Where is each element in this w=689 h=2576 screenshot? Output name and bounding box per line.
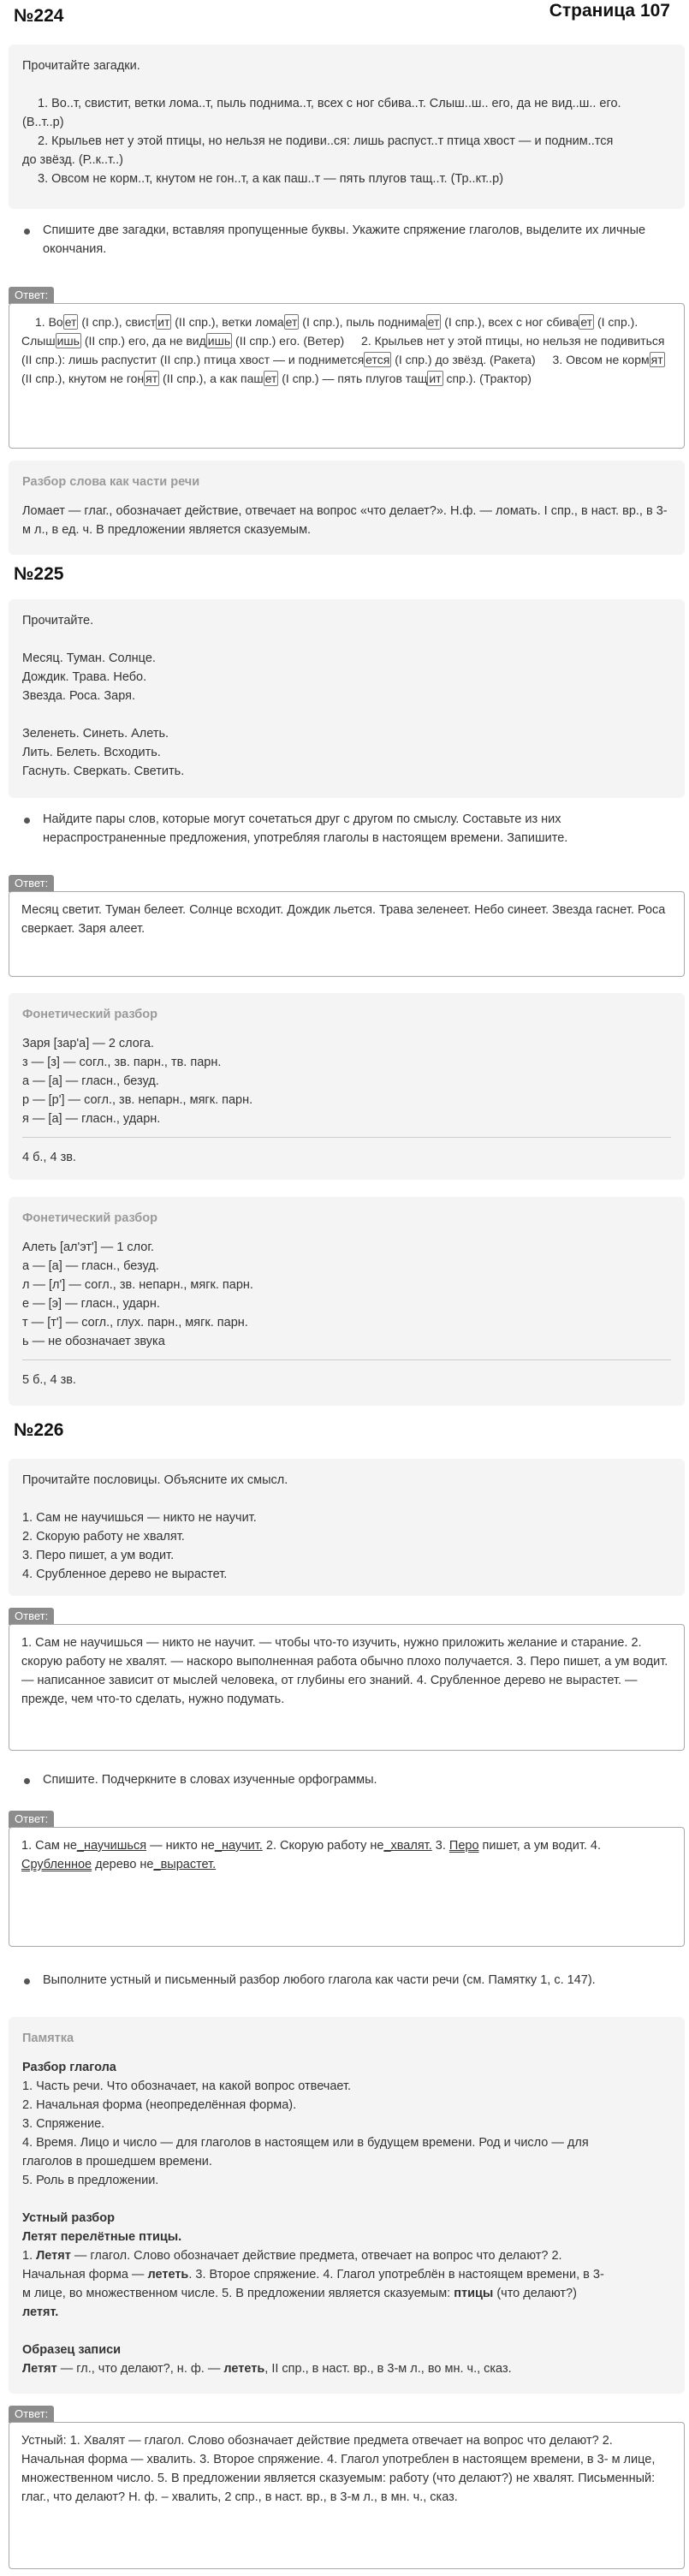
answer-box (9, 891, 685, 977)
text-line (21, 315, 597, 329)
text-line (266, 1839, 432, 1853)
task-224-title: №224 (14, 6, 64, 26)
proverb: 4. Срубленное дерево не вырастет. (22, 1568, 228, 1581)
orthogram-mark: Срубленное (21, 1858, 92, 1871)
text-segment: 1. Часть речи. Что обозначает, на какой вопрос отвечает. (22, 2079, 352, 2093)
text-line (21, 1839, 263, 1853)
orthogram-mark: _научит. (214, 1839, 263, 1853)
ending-mark: ишь (56, 334, 80, 348)
ending-mark: ется (365, 353, 390, 366)
read-prompt: Прочитайте. (22, 614, 94, 628)
text-segment: (II спр.), кнутом не гон (21, 372, 145, 385)
divider (22, 1137, 671, 1138)
riddles-card (9, 45, 685, 209)
text-segment: пишет, а ум водит. (478, 1839, 587, 1853)
word-analysis-card (9, 461, 685, 555)
text-segment: ь — не обозначает звука (22, 1335, 165, 1348)
oral-title: Устный разбор (22, 2211, 115, 2225)
task-instruction (9, 221, 685, 259)
answer-label: Ответ: (9, 2406, 54, 2423)
text-segment: з — [з] — согл., зв. парн., тв. парн. (22, 1056, 222, 1069)
text-segment: 1. Сам не (21, 1839, 77, 1853)
text-segment: м лице, множественном число. 5. В предложении является сказуемым: работу (что делают?) не (21, 2453, 656, 2485)
text-segment: (I спр.), свист (78, 315, 157, 329)
text-segment: 1. Сам не научишься — никто не научит. — чтобы что-то изучить, нужно приложить желание и (21, 1636, 568, 1650)
text-segment: — гл., что делают?, н. ф. — (56, 2362, 224, 2376)
read-prompt: Прочитайте загадки. (22, 59, 140, 73)
phonetic-total: 4 б., 4 зв. (22, 1151, 76, 1164)
answer-label: Ответ: (9, 1811, 54, 1828)
page-number: Страница 107 (549, 1, 670, 21)
text-segment: . 3. Второе спряжение. 4. Глагол употреблён в настоящем времени, в 3- (188, 2268, 604, 2282)
text-segment: р — [р'] — согл., зв. непарн., мягк. парн. (22, 1093, 253, 1107)
section-heading: Разбор слова как части речи (22, 475, 200, 489)
text-segment: 3. Спряжение. (22, 2117, 105, 2131)
orthogram-mark: _вырастет. (153, 1858, 217, 1871)
text-segment: т — [т'] — согл., глух. парн., мягк. парн. (22, 1316, 248, 1330)
text-segment: хвалят. (532, 2472, 575, 2485)
text-segment: (II спр.) его. (Ветер) (232, 334, 345, 348)
text-segment: 2. Начальная форма (неопределённая форма). (22, 2098, 297, 2112)
text-segment: е — [э] — гласн., ударн. (22, 1297, 160, 1311)
task-225-title: №225 (14, 564, 64, 584)
text-segment: Летят (36, 2249, 71, 2263)
task-instruction (9, 810, 685, 848)
orthogram-mark: _научишься (76, 1839, 147, 1853)
read-prompt: Прочитайте пословицы. Объясните их смысл. (22, 1473, 288, 1487)
word-row: Гаснуть. Сверкать. Светить. (22, 764, 185, 778)
orthogram-mark: Перо (448, 1839, 479, 1853)
riddle-line: 2. Крыльев нет у этой птицы, но нельзя не подиви..ся: лишь распуст..т птица хвост — и подним..тся (38, 134, 614, 148)
text-segment: Заря [зар'а] — 2 слога. (22, 1037, 154, 1050)
text-segment: Летят (22, 2362, 57, 2376)
text-segment: л — [л'] — согл., зв. непарн., мягк. парн. (22, 1278, 253, 1292)
ending-mark: ят (650, 353, 663, 366)
ending-mark: ет (264, 372, 277, 385)
answer-box (9, 2422, 685, 2569)
analysis-text: Ломает — глаг., обозначает действие, отвечает на вопрос «что делает?». Н.ф. — ломать. I спр., в наст. вр., в 3-м л., в ед. ч. В предложении является сказуемым. (22, 504, 668, 537)
text-segment: 4. Время. Лицо и число — для глаголов в настоящем или в будущем времени. Род и число — для (22, 2136, 589, 2150)
answer-label: Ответ: (9, 287, 54, 304)
task-text: Спишите. Подчеркните в словах изученные орфограммы. (43, 1773, 377, 1787)
text-line (22, 2359, 671, 2378)
text-line (22, 2246, 671, 2265)
text-segment: Алеть [ал'эт'] — 1 слог. (22, 1240, 154, 1254)
oral-sentence: Летят перелётные птицы. (22, 2230, 182, 2244)
text-segment: Начальная форма — (22, 2268, 148, 2282)
text-segment: дерево не (92, 1858, 154, 1871)
proverb: 1. Сам не научишься — никто не научит. (22, 1511, 257, 1525)
text-segment: 3. Перо пишет, а ум водит. — написанное зависит от мыслей человека, от глубины его знаний. (21, 1655, 668, 1687)
ending-mark: ет (580, 315, 593, 329)
text-segment: (II спр.), ветки лома (171, 315, 284, 329)
text-segment: птицы (454, 2287, 494, 2300)
text-segment: старание. (571, 1636, 628, 1650)
answer-line: спр.). (Трактор) (446, 372, 532, 385)
word-row: Лить. Белеть. Всходить. (22, 746, 161, 759)
text-line (22, 2265, 671, 2284)
orthogram-mark: _хвалят. (383, 1839, 432, 1853)
text-segment: Письменный: глаг., что делают? Н. ф. – хвалить, 2 спр., в наст. вр., в 3-м л., в мн. ч., сказ. (21, 2472, 656, 2504)
ending-mark: ет (285, 315, 298, 329)
text-segment: 1. Во (35, 315, 63, 329)
text-segment: Начальная форма — хвалить. 3. Второе спряжение. 4. Глагол употреблен в настоящем времени, в 3- (21, 2453, 609, 2466)
section-heading: Фонетический разбор (22, 1008, 157, 1021)
text-segment: (I спр.) — пять плугов тащ (278, 372, 428, 385)
word-row: Звезда. Роса. Заря. (22, 689, 136, 703)
ending-mark: ишь (207, 334, 231, 348)
riddle-line: 3. Овсом не корм..т, кнутом не гон..т, а как паш..т — пять плугов тащ..т. (Тр..кт..р) (38, 172, 504, 186)
word-row: Зеленеть. Синеть. Алеть. (22, 727, 169, 741)
text-segment: 2. скорую работу не хвалят. — наскоро выполненная работа обычно плохо получается. (21, 1636, 642, 1669)
phonetic-card-1 (9, 993, 685, 1180)
text-segment: я — [а] — гласн., ударн. (22, 1112, 161, 1126)
text-segment: 1. (22, 2249, 37, 2263)
section-heading: Памятка (22, 2032, 74, 2045)
phonetic-card-2 (9, 1197, 685, 1406)
text-segment: 4. (590, 1839, 602, 1853)
text-segment: а — [а] — гласн., безуд. (22, 1259, 159, 1273)
text-segment: — глагол. Слово обозначает действие предмета, отвечает на вопрос что делают? 2. (70, 2249, 562, 2263)
answer-label: Ответ: (9, 1608, 54, 1625)
answer-box (9, 303, 685, 449)
ending-mark: ет (427, 315, 440, 329)
section-heading: Фонетический разбор (22, 1211, 157, 1225)
text-segment: лететь (223, 2362, 265, 2376)
task-instruction (9, 1770, 685, 1789)
text-segment: 2. Скорую работу не (265, 1839, 384, 1853)
ending-mark: ит (429, 372, 442, 385)
proverb: 3. Перо пишет, а ум водит. (22, 1549, 175, 1562)
ending-mark: ит (157, 315, 170, 329)
text-segment: 4. Срубленное дерево не вырастет. — прежде, чем что-то сделать, нужно подумать. (21, 1674, 638, 1706)
riddle-line: 1. Во..т, свистит, ветки лома..т, пыль поднима..т, всех с ног сбива..т. Слыш..ш.. его, да не вид..ш.. его. (38, 97, 621, 110)
text-segment: хвост — и поднимется (239, 353, 365, 366)
ending-mark: ет (64, 315, 77, 329)
task-text: Выполните устный и письменный разбор любого глагола как части речи (см. Памятку 1, с. 147). (43, 1973, 596, 1987)
word-row: Дождик. Трава. Небо. (22, 670, 147, 684)
ending-mark: ят (146, 372, 158, 385)
text-segment: Устный: (21, 2434, 67, 2448)
text-segment: лететь (147, 2268, 189, 2282)
riddle-line: до звёзд. (Р..к..т..) (22, 153, 123, 167)
text-line (240, 352, 539, 367)
text-segment: глаголов в прошедшем времени. (22, 2155, 212, 2168)
text-segment: (I спр.). Слыш (21, 315, 639, 348)
text-segment: 3. Овсом не корм (552, 353, 650, 366)
text-segment: (I спр.), всех с ног сбива (441, 315, 579, 329)
text-segment: летят. (22, 2305, 59, 2319)
text-segment: , II спр., в наст. вр., в 3-м л., во мн. ч., сказ. (264, 2362, 512, 2376)
text-segment: 1. Хвалят — глагол. Слово обозначает действие предмета отвечает на вопрос что делают? 2. (69, 2434, 613, 2448)
task-226-title: №226 (14, 1420, 64, 1440)
text-segment: 3. (435, 1839, 449, 1853)
answer-box (9, 1624, 685, 1751)
task-instruction (9, 1971, 685, 1990)
riddle-line: (В..т..р) (22, 116, 64, 129)
answer-line: 2. Крыльев нет у этой птицы, но нельзя не подивиться (II спр.): лишь распустит (II спр.) птица (21, 334, 665, 366)
answer-box (9, 1827, 685, 1947)
text-segment: (I спр.), пыль поднима (299, 315, 426, 329)
text-segment: а — [а] — гласн., безуд. (22, 1074, 159, 1088)
text-segment: (что делают?) (493, 2287, 577, 2300)
answer-line: Дождик льется. Трава зеленеет. Небо синеет. (287, 903, 549, 917)
text-segment: (II спр.), а как паш (159, 372, 264, 385)
task-text: Спишите две загадки, вставляя пропущенные буквы. Укажите спряжение глаголов, выделите их личные окончания. (43, 223, 646, 256)
text-segment: (I спр.) до звёзд. (Ракета) (391, 353, 536, 366)
task-text: Найдите пары слов, которые могут сочетаться друг с другом по смыслу. Составьте из них нераспространенные предложения, употребляя глаголы в настоящем времени. Запишите. (43, 812, 568, 845)
text-segment: (II спр.) его, да не вид (80, 334, 206, 348)
text-segment: м лице, во множественном числе. 5. В предложении является сказуемым: (22, 2287, 454, 2300)
words-card (9, 599, 685, 798)
text-segment: 5. Роль в предложении. (22, 2174, 159, 2187)
sample-title: Образец записи (22, 2343, 122, 2357)
answer-line: Звезда гаснет. Роса сверкает. Заря алеет. (21, 903, 666, 936)
divider (22, 1359, 671, 1360)
memo-card (9, 2017, 685, 2394)
proverbs-card (9, 1459, 685, 1596)
text-line (22, 2284, 671, 2303)
text-segment: — никто не (146, 1839, 215, 1853)
word-row: Месяц. Туман. Солнце. (22, 651, 156, 665)
phonetic-total: 5 б., 4 зв. (22, 1373, 76, 1387)
proverb: 2. Скорую работу не хвалят. (22, 1530, 185, 1544)
text-line (436, 1839, 587, 1853)
memo-subtitle: Разбор глагола (22, 2061, 116, 2074)
answer-label: Ответ: (9, 875, 54, 892)
answer-line: Месяц светит. Туман белеет. Солнце всходит. (21, 903, 284, 917)
